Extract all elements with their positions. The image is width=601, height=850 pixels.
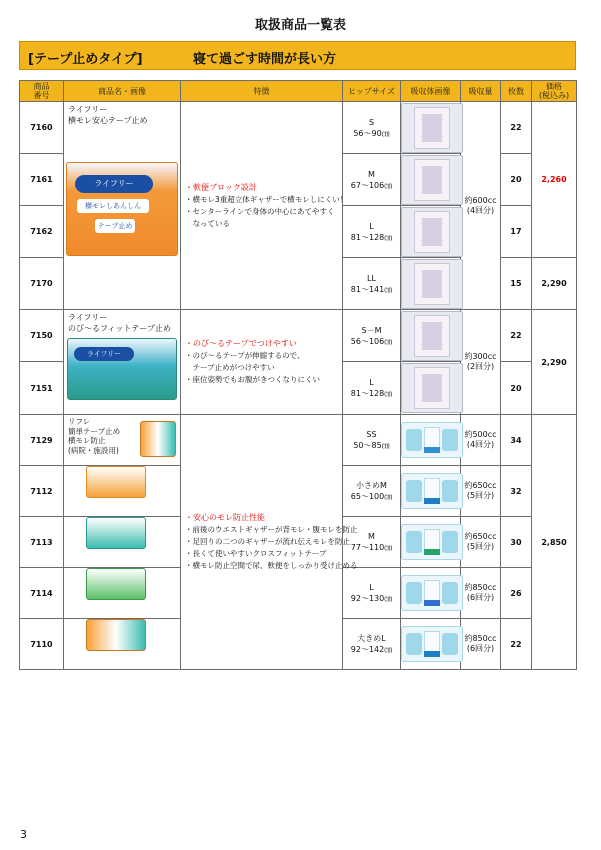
feature-line: ・センターラインで身体の中心にあてやすく bbox=[185, 206, 335, 216]
category-banner bbox=[19, 41, 576, 70]
hip-size bbox=[343, 206, 401, 258]
feature-line: ・横モレ3重超立体ギャザーで横モレしにくい！ bbox=[185, 194, 348, 204]
feature-line: ・長くて使いやすいクロスフィットテープ bbox=[185, 549, 327, 558]
package-subtitle: 横モレしあんしん bbox=[77, 199, 149, 213]
absorb-amount bbox=[461, 102, 501, 310]
product-code: 7151 bbox=[20, 362, 64, 415]
hip-size bbox=[343, 258, 401, 310]
absorb-volume: 約850cc bbox=[464, 634, 497, 643]
header-image: 吸収体画像 bbox=[401, 81, 461, 102]
product-name-line: 横モレ防止 bbox=[68, 436, 106, 445]
price: 2,290 bbox=[532, 310, 577, 415]
product-code: 7112 bbox=[20, 466, 64, 517]
size-label: M bbox=[368, 169, 375, 179]
table-row bbox=[20, 310, 577, 362]
diaper-image bbox=[401, 155, 463, 205]
feature-heading: ・軟便ブロック設計 bbox=[185, 182, 257, 192]
package-brand: ライフリー bbox=[75, 175, 153, 193]
feature-heading: ・安心のモレ防止性能 bbox=[185, 513, 265, 522]
feature-line: ・前後のウエストギャザーが背モレ・腹モレを防止 bbox=[185, 525, 358, 534]
price-value: 2,260 bbox=[541, 175, 567, 184]
package-image bbox=[67, 338, 177, 400]
absorbent-image bbox=[401, 154, 461, 206]
package-image bbox=[140, 421, 176, 457]
diaper-image bbox=[401, 259, 463, 309]
features-cell bbox=[181, 102, 348, 310]
diaper-image bbox=[401, 626, 463, 662]
size-range: 56～90㎝ bbox=[353, 128, 390, 138]
header-absorb: 吸収量 bbox=[461, 81, 501, 102]
product-name-cell bbox=[64, 466, 181, 517]
absorb-amount bbox=[461, 310, 501, 415]
size-label: LL bbox=[367, 273, 376, 283]
price: 2,850 bbox=[532, 415, 577, 670]
count: 15 bbox=[501, 258, 532, 310]
header-price bbox=[532, 81, 577, 102]
absorb-volume: 約500cc bbox=[464, 430, 497, 439]
absorb-times: (5回分) bbox=[466, 491, 495, 500]
hip-size bbox=[343, 619, 401, 670]
hip-size bbox=[343, 466, 401, 517]
count: 32 bbox=[501, 466, 532, 517]
features-cell bbox=[181, 310, 343, 415]
absorbent-image bbox=[401, 362, 461, 415]
count: 22 bbox=[501, 619, 532, 670]
absorb-times: (6回分) bbox=[466, 593, 495, 602]
absorbent-image bbox=[401, 466, 461, 517]
product-name-cell bbox=[64, 102, 181, 310]
product-code: 7113 bbox=[20, 517, 64, 568]
count: 20 bbox=[501, 154, 532, 206]
table-row bbox=[20, 102, 577, 154]
absorb-volume: 約650cc bbox=[464, 481, 497, 490]
diaper-image bbox=[401, 473, 463, 509]
header-code-l1: 商品 bbox=[33, 82, 50, 91]
count: 26 bbox=[501, 568, 532, 619]
header-name: 商品名・画像 bbox=[64, 81, 181, 102]
diaper-image bbox=[401, 363, 463, 413]
feature-line: なっている bbox=[185, 218, 230, 228]
hip-size bbox=[343, 362, 401, 415]
absorb-volume: 約850cc bbox=[464, 583, 497, 592]
product-code: 7162 bbox=[20, 206, 64, 258]
feature-line: テープ止めがつけやすい bbox=[185, 363, 275, 372]
size-range: 92～130㎝ bbox=[350, 594, 393, 603]
diaper-image bbox=[401, 103, 463, 153]
diaper-image bbox=[401, 524, 463, 560]
product-code: 7161 bbox=[20, 154, 64, 206]
absorb-volume: 約600cc bbox=[464, 195, 497, 205]
product-name-line: のび～るフィットテープ止め bbox=[68, 324, 171, 333]
table-header-row bbox=[20, 81, 577, 102]
size-label: S－M bbox=[361, 325, 382, 335]
package-image bbox=[86, 619, 146, 651]
absorbent-image bbox=[401, 517, 461, 568]
count: 22 bbox=[501, 102, 532, 154]
absorbent-image bbox=[401, 415, 461, 466]
size-label: SS bbox=[366, 430, 377, 439]
hip-size bbox=[343, 310, 401, 362]
category-description: 寝て過ごす時間が長い方 bbox=[193, 52, 337, 67]
product-name-cell bbox=[64, 619, 181, 670]
count: 17 bbox=[501, 206, 532, 258]
absorb-times: (6回分) bbox=[466, 644, 495, 653]
absorb-amount bbox=[461, 568, 501, 619]
count: 30 bbox=[501, 517, 532, 568]
absorb-amount bbox=[461, 619, 501, 670]
feature-line: ・座位姿勢でもお腹がきつくなりにくい bbox=[185, 375, 320, 384]
table-row bbox=[20, 415, 577, 466]
product-code: 7114 bbox=[20, 568, 64, 619]
page-title: 取扱商品一覧表 bbox=[254, 18, 346, 33]
hip-size bbox=[343, 154, 401, 206]
absorb-amount bbox=[461, 466, 501, 517]
package-brand: ライフリー bbox=[74, 347, 134, 361]
absorb-volume: 約300cc bbox=[464, 352, 497, 361]
absorbent-image bbox=[401, 568, 461, 619]
count: 20 bbox=[501, 362, 532, 415]
absorbent-image bbox=[401, 258, 461, 310]
product-code: 7160 bbox=[20, 102, 64, 154]
package-image bbox=[86, 466, 146, 498]
feature-heading: ・のび～るテープでつけやすい bbox=[185, 339, 297, 348]
absorb-volume: 約650cc bbox=[464, 532, 497, 541]
package-tag: テープ止め bbox=[95, 219, 135, 233]
category-type: [テープ止めタイプ] bbox=[28, 52, 143, 67]
absorb-amount bbox=[461, 517, 501, 568]
hip-size bbox=[343, 415, 401, 466]
product-name-line: (病院・施設用) bbox=[68, 445, 119, 455]
product-name-line: リフレ bbox=[68, 417, 91, 426]
size-label: 小さめM bbox=[356, 481, 387, 490]
size-range: 92～142㎝ bbox=[350, 645, 393, 654]
size-range: 77～110㎝ bbox=[350, 543, 393, 552]
absorb-amount bbox=[461, 415, 501, 466]
product-name-cell bbox=[64, 310, 181, 415]
product-name-cell bbox=[64, 415, 181, 466]
size-range: 67～106㎝ bbox=[350, 180, 393, 190]
product-table bbox=[19, 80, 577, 670]
size-range: 81～141㎝ bbox=[350, 284, 393, 294]
header-price-l1: 価格 bbox=[546, 82, 562, 91]
size-range: 81～128㎝ bbox=[350, 389, 393, 398]
count: 34 bbox=[501, 415, 532, 466]
header-count: 枚数 bbox=[501, 81, 532, 102]
size-range: 65～100㎝ bbox=[350, 492, 393, 501]
header-code-l2: 番号 bbox=[33, 91, 50, 100]
size-label: L bbox=[369, 583, 374, 592]
product-code: 7170 bbox=[20, 258, 64, 310]
product-name-line: 簡単テープ止め bbox=[68, 426, 121, 436]
price: 2,290 bbox=[532, 258, 577, 310]
page-number: 3 bbox=[20, 828, 27, 841]
header-price-l2: (税込み) bbox=[538, 91, 570, 100]
absorb-times: (4回分) bbox=[466, 205, 495, 215]
absorbent-image bbox=[401, 206, 461, 258]
count: 22 bbox=[501, 310, 532, 362]
feature-line: ・のび～るテープが伸縮するので、 bbox=[185, 351, 305, 360]
size-label: L bbox=[369, 221, 374, 231]
product-code: 7150 bbox=[20, 310, 64, 362]
size-label: L bbox=[369, 378, 374, 387]
diaper-image bbox=[401, 575, 463, 611]
size-range: 50～85㎝ bbox=[353, 441, 390, 450]
absorb-times: (4回分) bbox=[466, 440, 495, 449]
absorb-times: (5回分) bbox=[466, 542, 495, 551]
product-name-line: ライフリー bbox=[68, 105, 108, 114]
hip-size bbox=[343, 102, 401, 154]
diaper-image bbox=[401, 207, 463, 257]
price bbox=[532, 102, 577, 258]
absorb-times: (2回分) bbox=[466, 362, 495, 371]
absorbent-image bbox=[401, 310, 461, 362]
header-hip: ヒップサイズ bbox=[343, 81, 401, 102]
feature-line: ・足回りの二つのギャザーが流れ伝えモレを防止 bbox=[185, 537, 350, 546]
size-range: 56～106㎝ bbox=[350, 336, 393, 346]
size-range: 81～128㎝ bbox=[350, 232, 393, 242]
header-code bbox=[20, 81, 64, 102]
package-image bbox=[86, 568, 146, 600]
hip-size bbox=[343, 568, 401, 619]
product-name-line: ライフリー bbox=[68, 313, 108, 322]
product-name-line: 横モレ安心テープ止め bbox=[68, 116, 148, 125]
size-label: 大きめL bbox=[357, 634, 386, 643]
package-image bbox=[86, 517, 146, 549]
size-label: M bbox=[368, 532, 375, 541]
product-name-cell bbox=[64, 568, 181, 619]
absorbent-image bbox=[401, 102, 461, 154]
diaper-image bbox=[401, 311, 463, 361]
absorbent-image bbox=[401, 619, 461, 670]
product-code: 7110 bbox=[20, 619, 64, 670]
package-image bbox=[66, 162, 178, 256]
features-cell bbox=[181, 415, 358, 670]
size-label: S bbox=[368, 117, 375, 127]
product-code: 7129 bbox=[20, 415, 64, 466]
product-name-cell bbox=[64, 517, 181, 568]
header-features: 特徴 bbox=[181, 81, 343, 102]
feature-line: ・横モレ防止空間で尿、軟便をしっかり受け止める bbox=[185, 561, 358, 570]
diaper-image bbox=[401, 422, 463, 458]
